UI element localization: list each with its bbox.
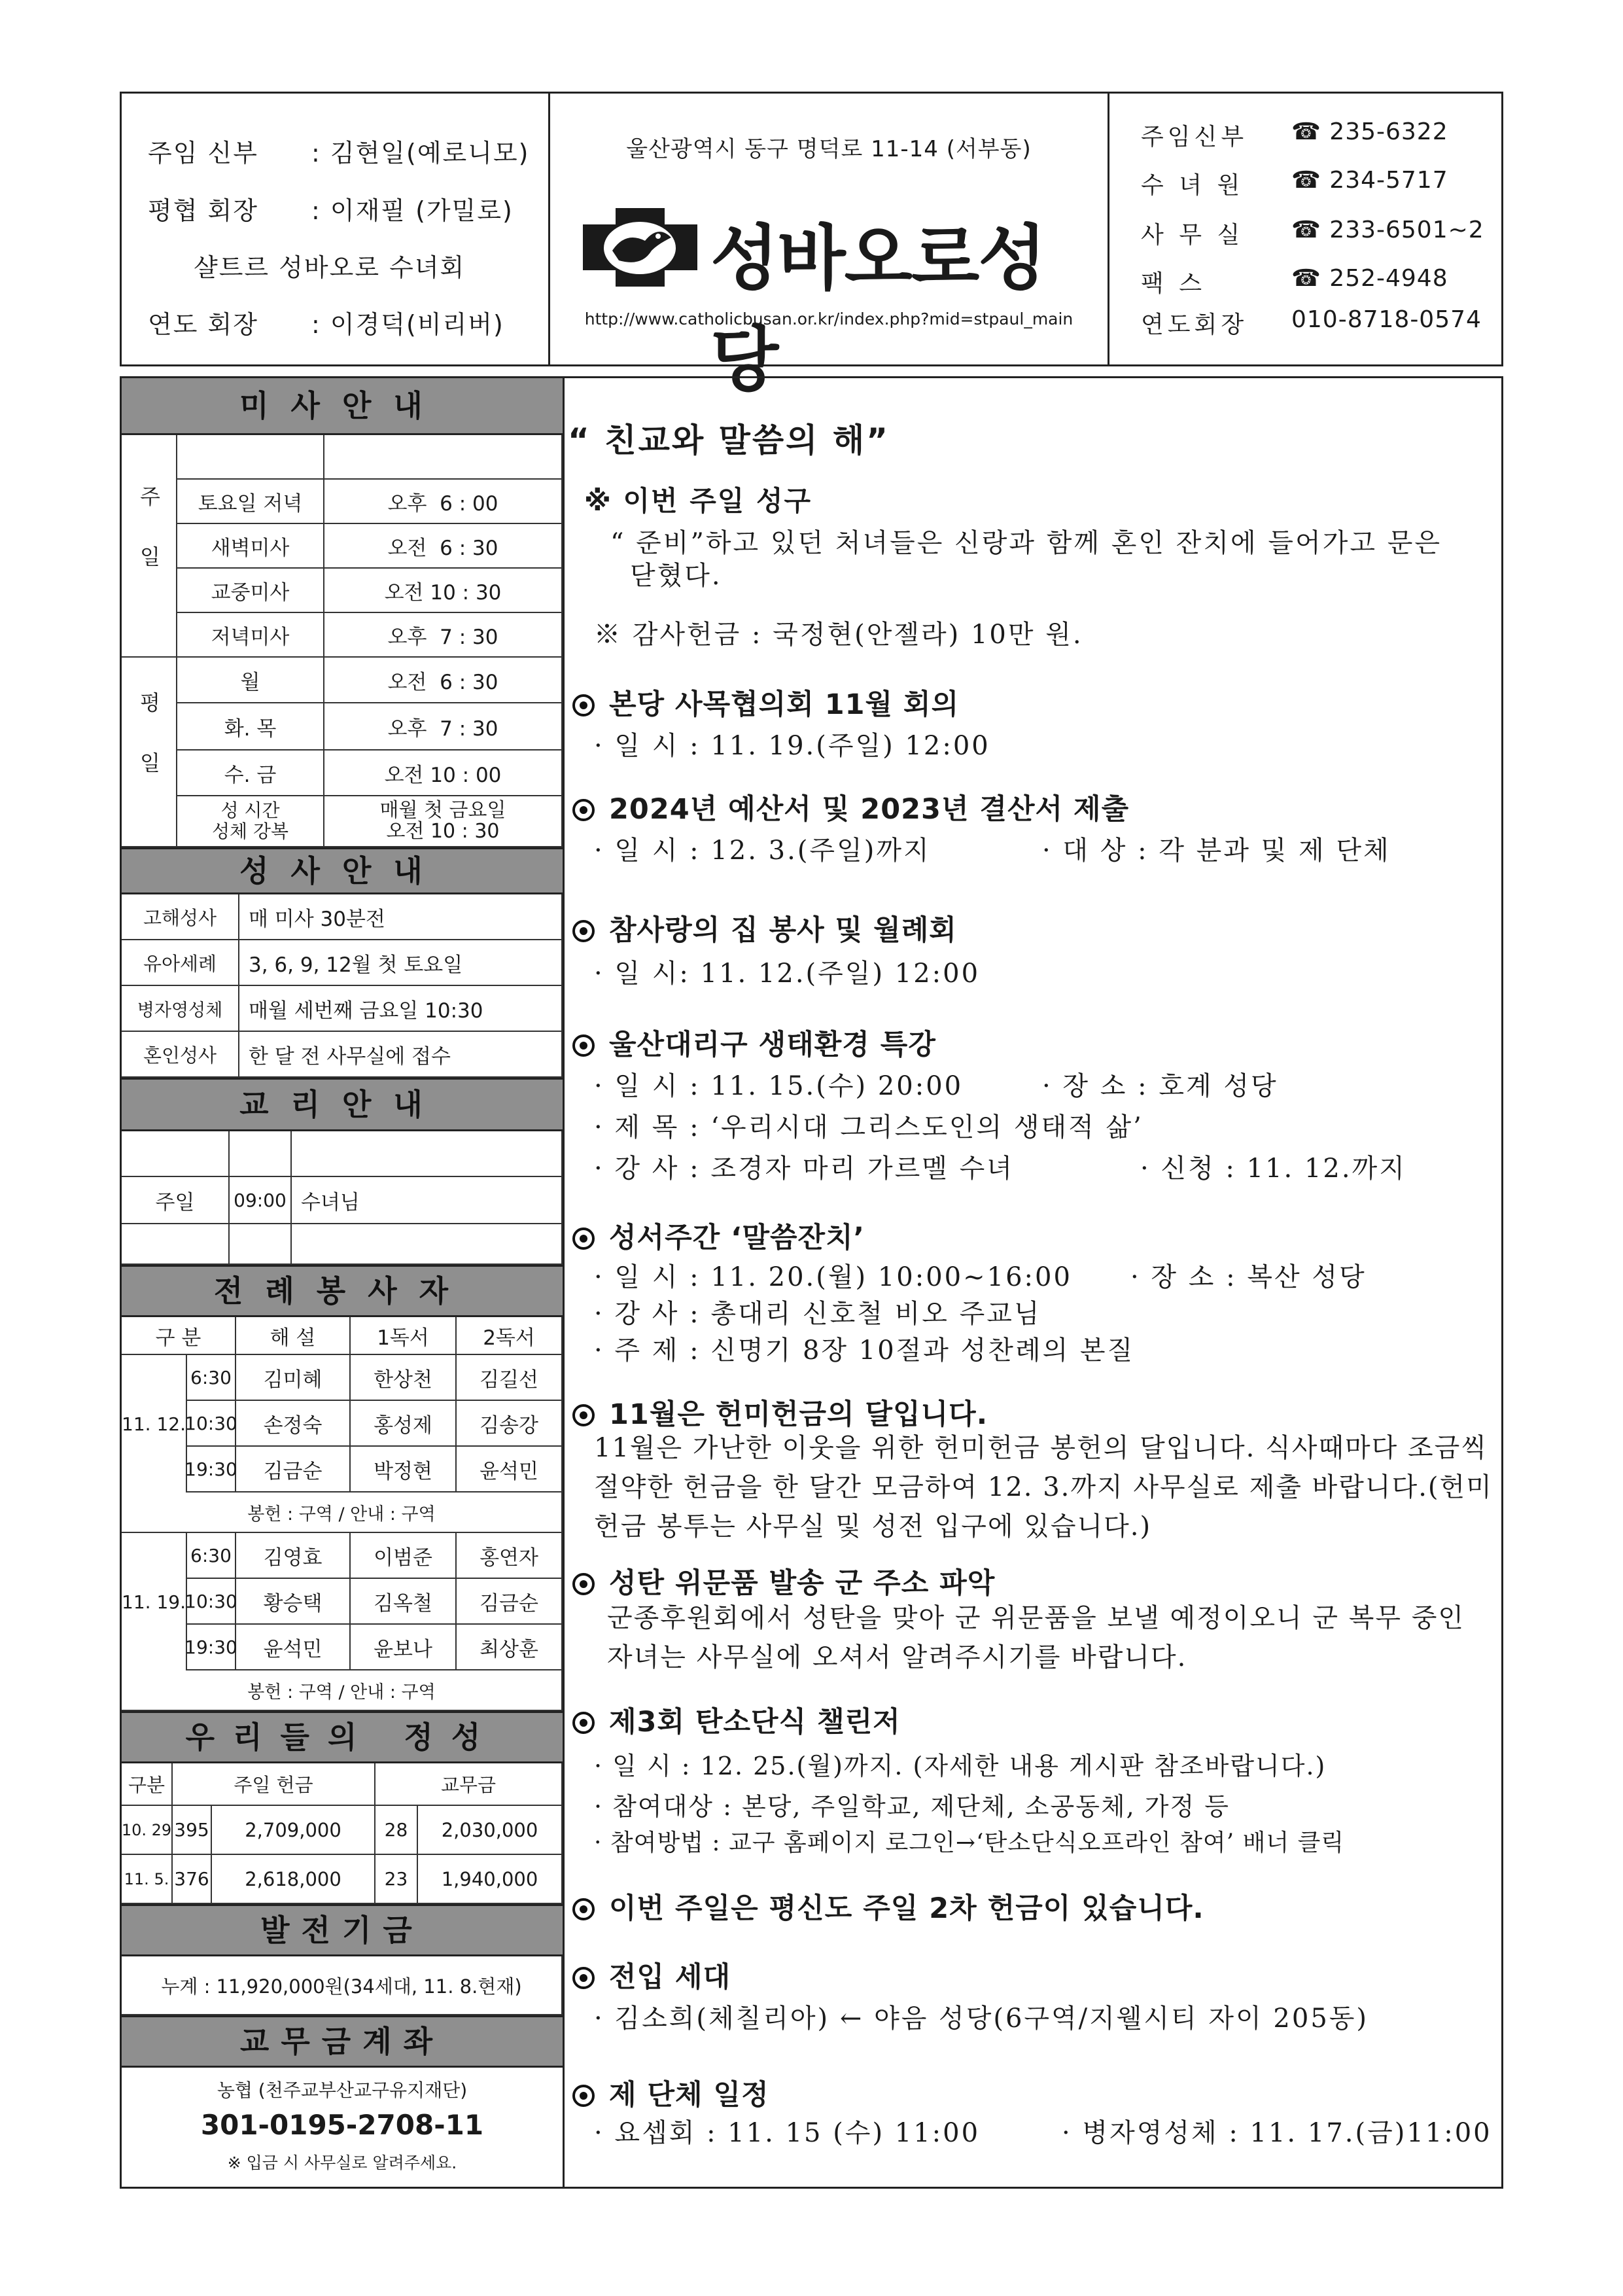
notice-line: · 대 상 : 각 분과 및 제 단체 xyxy=(1042,836,1391,866)
notice-line: · 제 목 : ‘우리시대 그리스도인의 생태적 삶’ xyxy=(594,1112,1143,1142)
pastor-name: : 김현일(예로니모) xyxy=(311,139,530,168)
ministers-duty-note: 봉헌 : 구역 / 안내 : 구역 xyxy=(122,1670,563,1711)
sacrament-detail: 한 달 전 사무실에 접수 xyxy=(239,1032,563,1078)
notice-line: · 강 사 : 조경자 마리 가르멜 수녀 xyxy=(594,1154,1014,1184)
ministers-header: 1독서 xyxy=(351,1317,457,1355)
ministers-time: 6:30 xyxy=(187,1533,236,1579)
notice-heading: 11월은 헌미헌금의 달입니다. xyxy=(572,1392,988,1432)
ministers-header: 해 설 xyxy=(236,1317,351,1355)
minister-reader2: 김송강 xyxy=(457,1401,563,1447)
verse-text: 닫혔다. xyxy=(630,561,722,591)
sisters-name: 샬트르 성바오로 수녀회 xyxy=(194,253,466,282)
ministers-date: 11. 19. xyxy=(122,1533,187,1670)
notice-line: · 일 시 : 11. 20.(월) 10:00~16:00 xyxy=(594,1262,1072,1292)
offering-dues-count: 23 xyxy=(375,1855,418,1904)
minister-commentator: 윤석민 xyxy=(236,1625,351,1670)
sunday-label: 주일 xyxy=(122,435,177,658)
mass-name: 화. 목 xyxy=(177,703,324,751)
account-bank: 농협 (천주교부산교구유지재단) xyxy=(217,2079,468,2101)
contact-label: 수 녀 원 xyxy=(1141,172,1244,199)
mass-time: 오전 6 : 30 xyxy=(324,658,563,703)
notice-heading: 본당 사목협의회 11월 회의 xyxy=(572,682,959,722)
contact-row xyxy=(1141,118,1448,152)
mass-name: 교중미사 xyxy=(177,569,324,613)
year-theme-title: “ 친교와 말씀의 해” xyxy=(568,421,890,459)
notice-heading: 이번 주일은 평신도 주일 2차 헌금이 있습니다. xyxy=(572,1886,1204,1926)
sacrament-detail: 매 미사 30분전 xyxy=(239,894,563,940)
notice-line: · 요셉회 : 11. 15 (수) 11:00 xyxy=(594,2118,981,2148)
ministers-header: 구 분 xyxy=(122,1317,236,1355)
bulletin-header xyxy=(120,92,1503,401)
contact-label: 사 무 실 xyxy=(1141,222,1244,249)
contact-phone: ☎ 234-5717 xyxy=(1291,167,1448,194)
minister-reader1: 김옥철 xyxy=(351,1579,457,1625)
header-center-panel xyxy=(550,94,1109,401)
catechism-blank xyxy=(292,1131,563,1177)
bullet-icon xyxy=(572,1712,595,1734)
contact-label: 주임신부 xyxy=(1141,124,1248,150)
offering-sunday-count: 395 xyxy=(173,1806,212,1855)
notice-heading: 참사랑의 집 봉사 및 월례회 xyxy=(572,908,957,948)
council-name: : 이재필 (가밀로) xyxy=(311,196,514,225)
mass-time: 오전 6 : 30 xyxy=(324,524,563,569)
notice-heading: 성탄 위문품 발송 군 주소 파악 xyxy=(572,1561,995,1601)
catechism-blank xyxy=(230,1131,292,1177)
ministers-time: 10:30 xyxy=(187,1579,236,1625)
ministers-header: 2독서 xyxy=(457,1317,563,1355)
verse-heading: ※ 이번 주일 성구 xyxy=(584,485,812,517)
minister-commentator: 김미혜 xyxy=(236,1355,351,1401)
bullet-icon xyxy=(572,1573,595,1595)
pastor-label: 주임 신부 xyxy=(148,139,258,168)
notice-heading: 전입 세대 xyxy=(572,1955,731,1995)
thanks-offering: ※ 감사헌금 : 국정현(안젤라) 10만 원. xyxy=(594,620,1083,650)
bullet-icon xyxy=(572,920,595,942)
notice-line: · 일 시 : 11. 15.(수) 20:00 xyxy=(594,1071,964,1101)
bullet-icon xyxy=(572,1898,595,1920)
ministers-duty-note: 봉헌 : 구역 / 안내 : 구역 xyxy=(122,1492,563,1533)
requiem-name: : 이경덕(비리버) xyxy=(311,310,504,339)
requiem-row xyxy=(148,304,504,340)
notice-line: · 신청 : 11. 12.까지 xyxy=(1140,1154,1406,1184)
fund-total: 누계 : 11,920,000원(34세대, 11. 8.현재) xyxy=(122,1956,563,2015)
sacrament-name: 고해성사 xyxy=(122,894,239,940)
minister-reader2: 최상훈 xyxy=(457,1625,563,1670)
bullet-icon xyxy=(572,1034,595,1057)
minister-commentator: 황승택 xyxy=(236,1579,351,1625)
contact-row xyxy=(1141,167,1448,200)
notice-heading: 울산대리구 생태환경 특강 xyxy=(572,1023,936,1063)
verse-text: “ 준비”하고 있던 처녀들은 신랑과 함께 혼인 잔치에 들어가고 문은 xyxy=(610,528,1442,558)
catechism-blank xyxy=(122,1224,230,1265)
catechism-teacher: 수녀님 xyxy=(292,1177,563,1224)
offering-header: 교무금 xyxy=(375,1763,563,1806)
contact-row xyxy=(1141,217,1484,250)
offering-sunday-amount: 2,709,000 xyxy=(212,1806,375,1855)
church-logo-icon xyxy=(580,205,701,290)
contact-label: 팩 스 xyxy=(1141,270,1206,297)
mass-time: 오전 10 : 00 xyxy=(324,751,563,796)
offering-dues-count: 28 xyxy=(375,1806,418,1855)
notice-line: · 일 시 : 11. 19.(주일) 12:00 xyxy=(594,731,990,761)
requiem-label: 연도 회장 xyxy=(148,310,258,339)
contact-phone: ☎ 252-4948 xyxy=(1291,265,1448,292)
notice-heading: 2024년 예산서 및 2023년 결산서 제출 xyxy=(572,787,1129,827)
notice-line: · 장 소 : 호계 성당 xyxy=(1042,1071,1278,1101)
catechism-blank xyxy=(122,1131,230,1177)
fund-section-title: 발전기금 xyxy=(122,1904,563,1956)
notice-line: · 일 시 : 12. 3.(주일)까지 xyxy=(594,836,931,866)
sacrament-detail: 매월 세번째 금요일 10:30 xyxy=(239,986,563,1032)
notice-line: · 장 소 : 복산 성당 xyxy=(1130,1262,1367,1292)
mass-time: 매월 첫 금요일 오전 10 : 30 xyxy=(324,796,563,847)
offering-section-title: 우리들의 정성 xyxy=(122,1711,563,1763)
catechism-day: 주일 xyxy=(122,1177,230,1224)
notice-line: · 일 시 : 12. 25.(월)까지. (자세한 내용 게시판 참조바랍니다.) xyxy=(594,1752,1327,1780)
church-website-link[interactable]: http://www.catholicbusan.or.kr/index.php?mid=stpaul_main xyxy=(584,309,1073,328)
bullet-icon xyxy=(572,1404,595,1426)
minister-reader1: 홍성제 xyxy=(351,1401,457,1447)
mass-section-title: 미사안내 xyxy=(122,376,563,435)
mass-name: 월 xyxy=(177,658,324,703)
catechism-time: 09:00 xyxy=(230,1177,292,1224)
offering-header: 주일 헌금 xyxy=(173,1763,375,1806)
info-sidebar xyxy=(120,376,565,2189)
notice-line: · 김소희(체칠리아) ← 야음 성당(6구역/지웰시티 자이 205동) xyxy=(594,2004,1369,2034)
offering-dues-amount: 1,940,000 xyxy=(418,1855,563,1904)
mass-time: 오후 7 : 30 xyxy=(324,613,563,658)
sacrament-detail: 3, 6, 9, 12월 첫 토요일 xyxy=(239,940,563,986)
minister-reader2: 김금순 xyxy=(457,1579,563,1625)
offering-header: 구분 xyxy=(122,1763,173,1806)
offering-sunday-amount: 2,618,000 xyxy=(212,1855,375,1904)
header-contact-panel xyxy=(1109,94,1505,364)
bullet-icon xyxy=(572,1227,595,1250)
minister-commentator: 김금순 xyxy=(236,1447,351,1492)
notice-line: · 참여대상 : 본당, 주일학교, 제단체, 소공동체, 가정 등 xyxy=(594,1792,1230,1821)
notice-line: · 일 시: 11. 12.(주일) 12:00 xyxy=(594,959,981,989)
mass-header-blank xyxy=(177,435,324,480)
contact-label: 연도회장 xyxy=(1141,311,1248,338)
ministers-time: 19:30 xyxy=(187,1447,236,1492)
bullet-icon xyxy=(572,799,595,821)
announcements-panel xyxy=(565,376,1503,2189)
minister-reader1: 박정현 xyxy=(351,1447,457,1492)
notice-line: · 병자영성체 : 11. 17.(금)11:00 xyxy=(1062,2118,1492,2148)
contact-phone: 010-8718-0574 xyxy=(1291,306,1482,333)
ministers-time: 19:30 xyxy=(187,1625,236,1670)
mass-name: 수. 금 xyxy=(177,751,324,796)
minister-reader1: 한상천 xyxy=(351,1355,457,1401)
ministers-date: 11. 12. xyxy=(122,1355,187,1492)
notice-heading: 성서주간 ‘말씀잔치’ xyxy=(572,1216,865,1256)
catechism-blank xyxy=(230,1224,292,1265)
minister-reader1: 이범준 xyxy=(351,1533,457,1579)
minister-reader2: 홍연자 xyxy=(457,1533,563,1579)
church-name: 성바오로성당 xyxy=(710,218,1045,401)
account-note: ※ 입금 시 사무실로 알려주세요. xyxy=(227,2153,457,2172)
sacrament-name: 병자영성체 xyxy=(122,986,239,1032)
notice-line: · 강 사 : 총대리 신호철 비오 주교님 xyxy=(594,1299,1041,1329)
notice-line: · 주 제 : 신명기 8장 10절과 성찬례의 본질 xyxy=(594,1335,1135,1366)
church-address: 울산광역시 동구 명덕로 11-14 (서부동) xyxy=(626,136,1032,162)
contact-phone: ☎ 235-6322 xyxy=(1291,118,1448,145)
offering-dues-amount: 2,030,000 xyxy=(418,1806,563,1855)
notice-heading: 제 단체 일정 xyxy=(572,2073,769,2113)
offering-sunday-count: 376 xyxy=(173,1855,212,1904)
catechism-blank xyxy=(292,1224,563,1265)
mass-name: 토요일 저녁 xyxy=(177,480,324,524)
sacrament-section-title: 성사안내 xyxy=(122,847,563,894)
minister-reader2: 김길선 xyxy=(457,1355,563,1401)
minister-commentator: 손정숙 xyxy=(236,1401,351,1447)
ministers-time: 6:30 xyxy=(187,1355,236,1401)
offering-date: 10. 29 xyxy=(122,1806,173,1855)
notice-heading: 제3회 탄소단식 챌린저 xyxy=(572,1700,901,1740)
mass-name: 새벽미사 xyxy=(177,524,324,569)
minister-commentator: 김영효 xyxy=(236,1533,351,1579)
bullet-icon xyxy=(572,2085,595,2107)
sacrament-name: 유아세례 xyxy=(122,940,239,986)
bullet-icon xyxy=(572,1967,595,1989)
mass-name: 성 시간 성체 강복 xyxy=(177,796,324,847)
minister-reader2: 윤석민 xyxy=(457,1447,563,1492)
notice-line: · 참여방법 : 교구 홈페이지 로그인→‘탄소단식오프라인 참여’ 배너 클릭 xyxy=(594,1829,1345,1856)
mass-time: 오후 7 : 30 xyxy=(324,703,563,751)
account-section-title: 교무금계좌 xyxy=(122,2015,563,2068)
contact-row xyxy=(1141,306,1482,340)
mass-time: 오전 10 : 30 xyxy=(324,569,563,613)
offering-date: 11. 5. xyxy=(122,1855,173,1904)
contact-row xyxy=(1141,265,1448,298)
sacrament-name: 혼인성사 xyxy=(122,1032,239,1078)
mass-header-blank xyxy=(324,435,563,480)
notice-paragraph: 군종후원회에서 성탄을 맞아 군 위문품을 보낼 예정이오니 군 복무 중인 자녀는 사무실에 오셔서 알려주시기를 바랍니다. xyxy=(607,1603,1465,1672)
minister-reader1: 윤보나 xyxy=(351,1625,457,1670)
ministers-time: 10:30 xyxy=(187,1401,236,1447)
pastor-row xyxy=(148,133,530,169)
council-label: 평협 회장 xyxy=(148,196,258,225)
bullet-icon xyxy=(572,694,595,716)
account-number[interactable]: 301-0195-2708-11 xyxy=(200,2109,484,2141)
header-staff-panel xyxy=(122,94,550,364)
contact-phone: ☎ 233-6501~2 xyxy=(1291,217,1484,243)
weekday-label: 평일 xyxy=(122,658,177,847)
mass-name: 저녁미사 xyxy=(177,613,324,658)
council-row xyxy=(148,190,514,226)
mass-time: 오후 6 : 00 xyxy=(324,480,563,524)
catechism-section-title: 교리안내 xyxy=(122,1078,563,1131)
notice-paragraph: 11월은 가난한 이웃을 위한 헌미헌금 봉헌의 달입니다. 식사때마다 조금씩 절약한 헌금을 한 달간 모금하여 12. 3.까지 사무실로 제출 바랍니다.(헌미헌금 봉투는 사무실 및 성전 입구에 있습니다.) xyxy=(594,1433,1493,1542)
ministers-section-title: 전례봉사자 xyxy=(122,1265,563,1317)
